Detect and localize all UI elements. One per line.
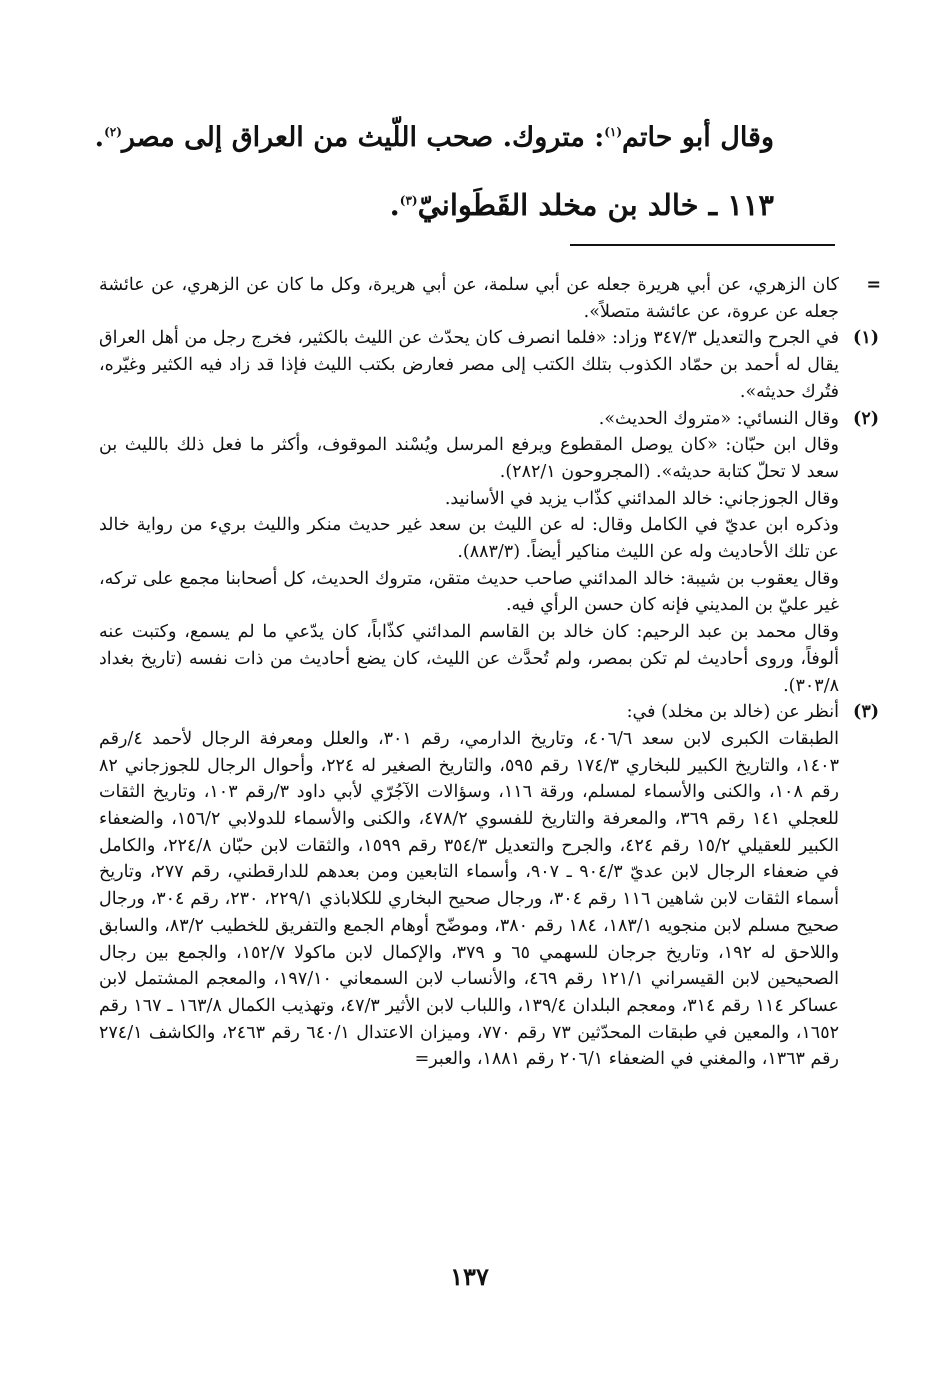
- page-number: ١٣٧: [450, 1262, 489, 1291]
- footnote-2-paragraph: وقال يعقوب بن شيبة: خالد المدائني صاحب حديث متقن، متروك الحديث، كل أصحابنا مجمع على تركه، غير عليّ بن المديني فإنه كان حسن الرأي فيه.: [99, 568, 839, 616]
- footnote-2-number: (٢): [853, 408, 879, 429]
- main-text-part2: : متروك. صحب اللّيث من العراق إلى مصر: [121, 122, 605, 153]
- footnote-3: [99, 699, 879, 1073]
- footnotes-section: [99, 272, 881, 1073]
- footnote-ref-1: (١): [604, 125, 623, 139]
- footnote-3-sources: الطبقات الكبرى لابن سعد ٤٠٦/٦، وتاريخ الدارمي، رقم ٣٠١، والعلل ومعرفة الرجال لأحمد ٤/رقم ١٤٠٣، والتاريخ الكبير للبخاري ١٧٤/٣ رقم ٥٩٥، والتاريخ الصغير له ٢٢٤، وأحوال الرجال للجوزجاني ٨٢ رقم ١٠٨، والكنى والأسماء لمسلم، ورقة ١١٦، وسؤالات الآجُرّي لأبي داود ٣/رقم ١٠٣، وتاريخ الثقات للعجلي ١٤١ رقم ٣٦٩، والمعرفة والتاريخ للفسوي ٤٧٨/٢، والكنى والأسماء للدولابي ١٥٦/٢، والضعفاء الكبير للعقيلي ١٥/٢ رقم ٤٢٤، والجرح والتعديل ٣٥٤/٣ رقم ١٥٩٩، والثقات لابن حبّان ٢٢٤/٨، والكامل في ضعفاء الرجال لابن عديّ ٩٠٤/٣ ـ ٩٠٧، وأسماء التابعين ومن بعدهم للدارقطني، رقم ٢٧٧، وتاريخ أسماء الثقات لابن شاهين ١١٦ رقم ٣٠٤، ورجال صحيح البخاري للكلاباذي ٢٢٩/١، ٢٣٠، رقم ٣٠٤، ورجال صحيح مسلم لابن منجويه ١٨٣/١، ١٨٤ رقم ٣٨٠، وموضّح أوهام الجمع والتفريق للخطيب ٨٣/٢، والسابق واللاحق له ١٩٢، وتاريخ جرجان للسهمي ٦٥ و ٣٧٩، والإكمال لابن ماكولا ١٥٢/٧، والجمع بين رجال الصحيحين لابن القيسراني ١٢١/١ رقم ٤٦٩، والأنساب لابن السمعاني ١٩٧/١٠، والمعجم المشتمل لابن عساكر ١١٤ رقم ٣١٤، ومعجم البلدان ١٣٩/٤، واللباب لابن الأثير ٤٧/٣، وتهذيب الكمال ١٦٣/٨ ـ ١٦٧ رقم ١٦٥٢، والمعين في طبقات المحدّثين ٧٣ رقم ٧٧٠، وميزان الاعتدال ٦٤٠/١ رقم ٢٤٦٣، والكاشف ٢٧٤/١ رقم ١٣٦٣، والمغني في الضعفاء ٢٠٦/١ رقم ١٨٨١، والعبر=: [99, 728, 840, 1070]
- footnote-2-paragraph: وقال ابن حبّان: «كان يوصل المقطوع ويرفع المرسل ويُسْند الموقوف، وأكثر ما فعل ذلك بالليث بن سعد لا تحلّ كتابة حديثه». (المجروحون ٢٨٢/١).: [99, 435, 839, 482]
- footnote-3-number: (٣): [853, 702, 879, 723]
- continuation-text: كان الزهري، عن أبي هريرة جعله عن أبي سلمة، عن أبي هريرة، وكل ما كان عن الزهري، عن عائشة جعله عن عروة، عن عائشة متصلاً».: [99, 275, 839, 322]
- footnote-2: [99, 406, 879, 700]
- footnote-2-paragraph: وقال النسائي: «متروك الحديث».: [598, 408, 839, 429]
- footnote-2-paragraph: وذكره ابن عديّ في الكامل وقال: له عن الليث بن سعد غير حديث منكر والليث بريء من رواية خالد عن تلك الأحاديث وله عن الليث مناكير أيضاً. (٨٨٣/٣).: [99, 515, 839, 563]
- footnote-separator: [570, 244, 835, 246]
- footnote-continuation: [99, 272, 881, 325]
- footnote-1: [99, 325, 879, 405]
- main-text-line: [94, 118, 774, 158]
- entry-heading-end: .: [389, 188, 400, 222]
- continuation-mark: =: [866, 275, 881, 295]
- footnote-1-text: في الجرح والتعديل ٣٤٧/٣ وزاد: «فلما انصرف كان يحدّث عن الليث بالكثير، فخرج رجل من أهل العراق يقال له أحمد بن حمّاد الكذوب بتلك الكتب إلى مصر فعارض بكتب الليث فإذا قد زاد فيه الكثير وغيّره، فتُرك حديثه».: [99, 328, 839, 402]
- main-text-part1: وقال أبو حاتم: [622, 122, 774, 153]
- entry-heading-text: ١١٣ ـ خالد بن مخلد القَطَوانيّ: [417, 188, 774, 222]
- footnote-ref-3: (٣): [399, 193, 418, 208]
- footnote-2-paragraph: وقال محمد بن عبد الرحيم: كان خالد بن القاسم المدائني كذّاباً، كان يدّعي ما لم يسمع، وكتبت عنه ألوفاً، وروى أحاديث لم تكن بمصر، ولم تُحدَّث عن الليث، كان يضع أحاديث من ذات نفسه (تاريخ بغداد ٣٠٣/٨).: [99, 622, 839, 696]
- main-text-end: .: [94, 122, 105, 153]
- entry-heading: [134, 184, 774, 226]
- footnote-1-number: (١): [853, 328, 879, 349]
- footnote-2-paragraph: وقال الجوزجاني: خالد المدائني كذّاب يزيد في الأسانيد.: [444, 488, 839, 509]
- footnote-3-intro: أنظر عن (خالد بن مخلد) في:: [626, 702, 839, 723]
- footnote-ref-2: (٢): [104, 125, 122, 139]
